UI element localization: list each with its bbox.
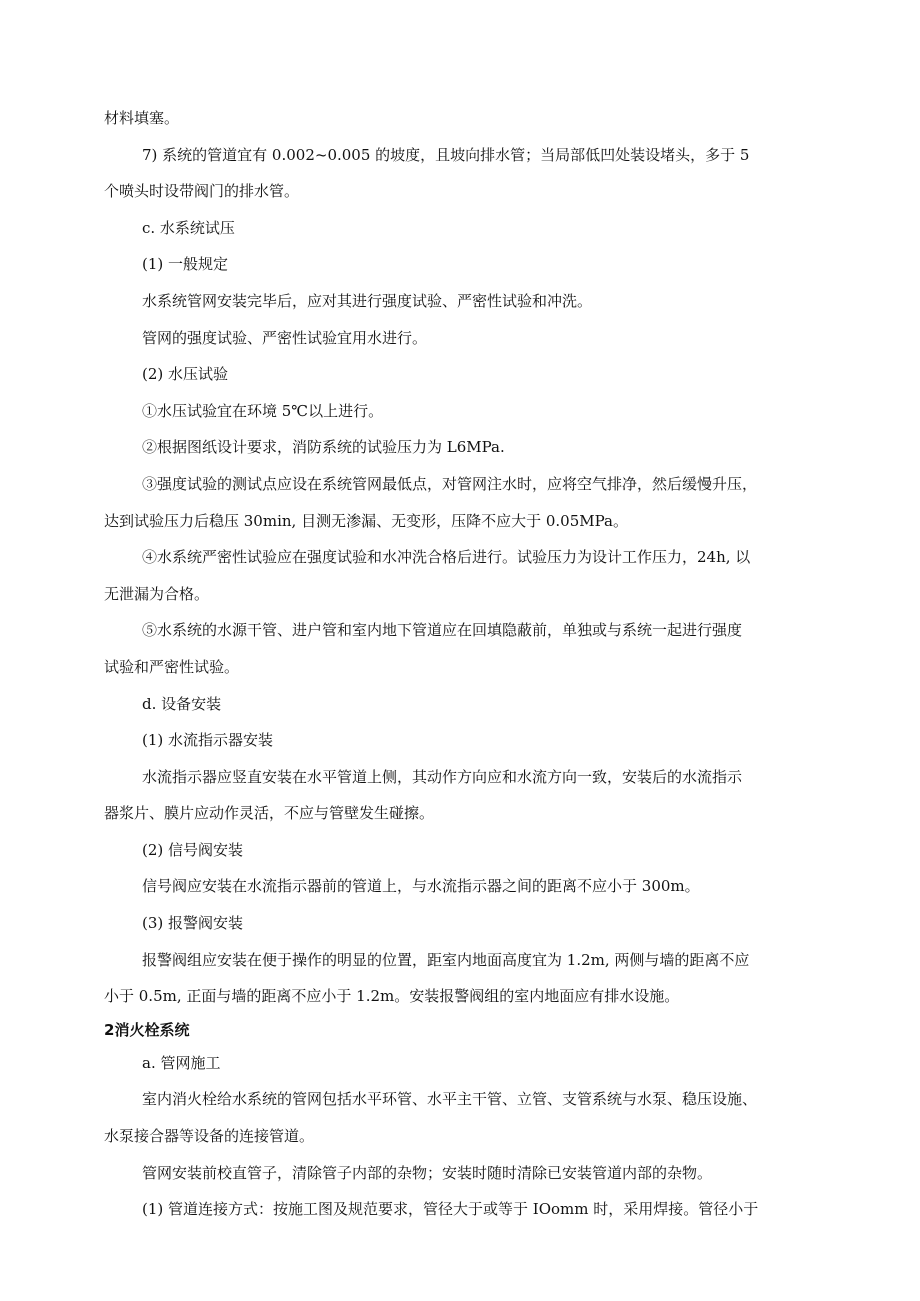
text-line: 室内消火栓给水系统的管网包括水平环管、水平主干管、立管、支管系统与水泵、稳压设施、: [142, 1090, 758, 1109]
text-line: (2) 信号阀安装: [142, 840, 244, 859]
text-line: 水系统管网安装完毕后，应对其进行强度试验、严密性试验和冲洗。: [142, 291, 593, 310]
text-line: 水流指示器应竖直安装在水平管道上侧，其动作方向应和水流方向一致，安装后的水流指示: [142, 767, 743, 786]
text-line: 管网的强度试验、严密性试验宜用水进行。: [142, 328, 428, 347]
document-body: [104, 100, 820, 1228]
text-line: (2) 水压试验: [142, 365, 229, 384]
text-line: 信号阀应安装在水流指示器前的管道上，与水流指示器之间的距离不应小于 300m。: [142, 877, 700, 896]
text-line: 器浆片、膜片应动作灵活，不应与管壁发生碰擦。: [104, 804, 435, 823]
text-line: ③强度试验的测试点应设在系统管网最低点，对管网注水时，应将空气排净，然后缓慢升压，: [142, 474, 758, 493]
text-line: d. 设备安装: [142, 694, 222, 713]
text-line: ④水系统严密性试验应在强度试验和水冲洗合格后进行。试验压力为设计工作压力，24h, 以: [142, 548, 751, 567]
text-line: (3) 报警阀安装: [142, 914, 244, 933]
text-block-hydrant-system: [104, 1045, 820, 1228]
section-heading: [104, 1015, 820, 1045]
text-line: ②根据图纸设计要求，消防系统的试验压力为 L6MPa.: [142, 438, 505, 457]
text-line: 个喷头时设带阀门的排水管。: [104, 182, 300, 201]
text-line: 水泵接合器等设备的连接管道。: [104, 1127, 315, 1146]
text-line: 试验和严密性试验。: [104, 657, 240, 676]
text-line: 材料填塞。: [104, 109, 180, 127]
text-block-testing-and-installation: [104, 100, 820, 1015]
text-line: a. 管网施工: [142, 1053, 221, 1072]
text-line: ①水压试验宜在环境 5℃以上进行。: [142, 401, 384, 420]
text-line: (1) 管道连接方式：按施工图及规范要求，管径大于或等于 IOomm 时，采用焊接。管径小于: [142, 1200, 759, 1219]
text-line: 小于 0.5m, 正面与墙的距离不应小于 1.2m。安装报警阀组的室内地面应有排水设施。: [104, 987, 680, 1006]
text-line: c. 水系统试压: [142, 218, 235, 237]
text-line: ⑤水系统的水源干管、进户管和室内地下管道应在回填隐蔽前，单独或与系统一起进行强度: [142, 621, 743, 640]
text-line: 达到试验压力后稳压 30min, 目测无渗漏、无变形，压降不应大于 0.05MPa。: [104, 511, 628, 530]
section-number: 2: [104, 1020, 115, 1039]
text-line: (1) 一般规定: [142, 255, 229, 274]
section-title: 消火栓系统: [114, 1020, 190, 1039]
text-line: 7) 系统的管道宜有 0.002~0.005 的坡度，且坡向排水管；当局部低凹处装设堵头，多于 5: [142, 145, 750, 164]
text-line: 报警阀组应安装在便于操作的明显的位置，距室内地面高度宜为 1.2m, 两侧与墙的距离不应: [142, 950, 750, 969]
text-line: 无泄漏为合格。: [104, 584, 210, 603]
text-line: 管网安装前校直管子，清除管子内部的杂物；安装时随时清除已安装管道内部的杂物。: [142, 1163, 713, 1182]
text-line: (1) 水流指示器安装: [142, 731, 274, 750]
